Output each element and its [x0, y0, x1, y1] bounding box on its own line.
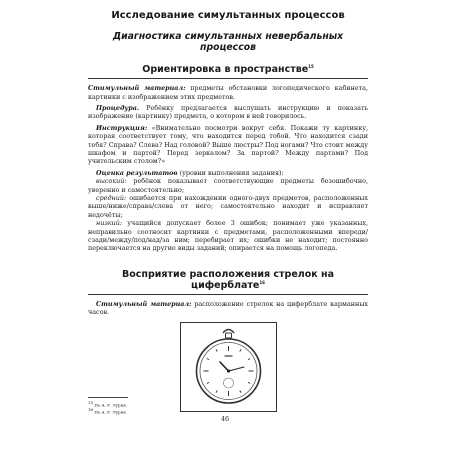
level-text-mid: ошибается при нахождении одного-двух предметов, расположенных выше/ниже/справа/слева от него; самостоятельно находит и исправляет недочёты; — [88, 194, 368, 219]
footnote-text: По А. Р. Лурия. — [94, 409, 128, 415]
level-label-mid: средний: — [96, 194, 127, 203]
section-heading-clock — [88, 269, 368, 291]
stimulus-material-paragraph-clock — [88, 300, 368, 317]
instruction-paragraph — [88, 124, 368, 166]
results-label: Оценка результатов — [96, 168, 178, 177]
section-heading-text: Ориентировка в пространстве — [142, 64, 309, 76]
instruction-text: «Внимательно посмотри вокруг себя. Покажи ту картинку, которая соответствует тому, что находится перед тобой. Что находится сзади тебя? Справа? Слева? Над головой? Выше люстры? Под ногами? Что стоит между шкафом и партой? Перед зеркалом? За партой? Между партами? Под учительским столом?» — [88, 123, 368, 166]
result-level-high — [88, 177, 368, 194]
section-divider — [88, 78, 368, 79]
page-number: 46 — [220, 415, 230, 423]
section-divider — [88, 294, 368, 295]
stimulus-material-label: Стимульный материал: — [96, 300, 192, 309]
footnote-number: 15 — [88, 400, 94, 405]
footnote-ref: 15 — [308, 64, 314, 69]
page-body — [88, 10, 368, 412]
result-level-low — [88, 219, 368, 253]
result-level-mid — [88, 194, 368, 219]
level-text-high: ребёнок показывает соответствующие предметы безошибочно, уверенно и самостоятельно; — [88, 177, 368, 194]
instruction-label: Инструкция: — [96, 123, 148, 132]
footnote-item — [88, 407, 368, 414]
stimulus-material-label: Стимульный материал: — [88, 84, 186, 93]
section-heading-orientation — [88, 64, 368, 75]
level-label-high: высокий: — [96, 177, 127, 186]
footnote-ref: 16 — [259, 279, 265, 285]
footnote-divider — [88, 397, 128, 398]
footnote-item — [88, 400, 368, 407]
page-title: Исследование симультанных процессов — [111, 10, 345, 21]
procedure-text: Ребёнку предлагается выслушать инструкцию и показать изображение (картинку) предмета, о котором в ней говорилось. — [88, 103, 368, 121]
procedure-label: Процедура. — [96, 103, 140, 112]
footnote-text: По А. Р. Лурия. — [94, 402, 128, 408]
footnotes — [88, 397, 368, 415]
page-subtitle: Диагностика симультанных невербальных процессов — [112, 31, 344, 53]
stimulus-material-text: предметы обстановки логопедического кабинета, картинки с изображением этих предметов. — [88, 84, 368, 101]
procedure-paragraph — [88, 104, 368, 121]
results-heading — [88, 169, 368, 177]
stimulus-material-paragraph — [88, 84, 368, 101]
stimulus-material-text: расположение стрелок на циферблате карманных часов. — [88, 300, 368, 317]
level-text-low: учащийся допускает более 3 ошибок; понимает уже указанных, неправильно соотносит картинки с предметами, расположенными впереди/сзади/между/под/над/за ним; перебирает их; ошибки не находит; постоянно переключается на другие виды заданий; опирается на помощь логопеда. — [88, 219, 368, 253]
section-heading-text: Восприятие расположения стрелок на циферблате — [122, 268, 334, 292]
footnote-number: 16 — [88, 407, 94, 413]
results-note: (уровни выполнения задания): — [179, 168, 284, 177]
level-label-low: низкий: — [96, 219, 123, 228]
